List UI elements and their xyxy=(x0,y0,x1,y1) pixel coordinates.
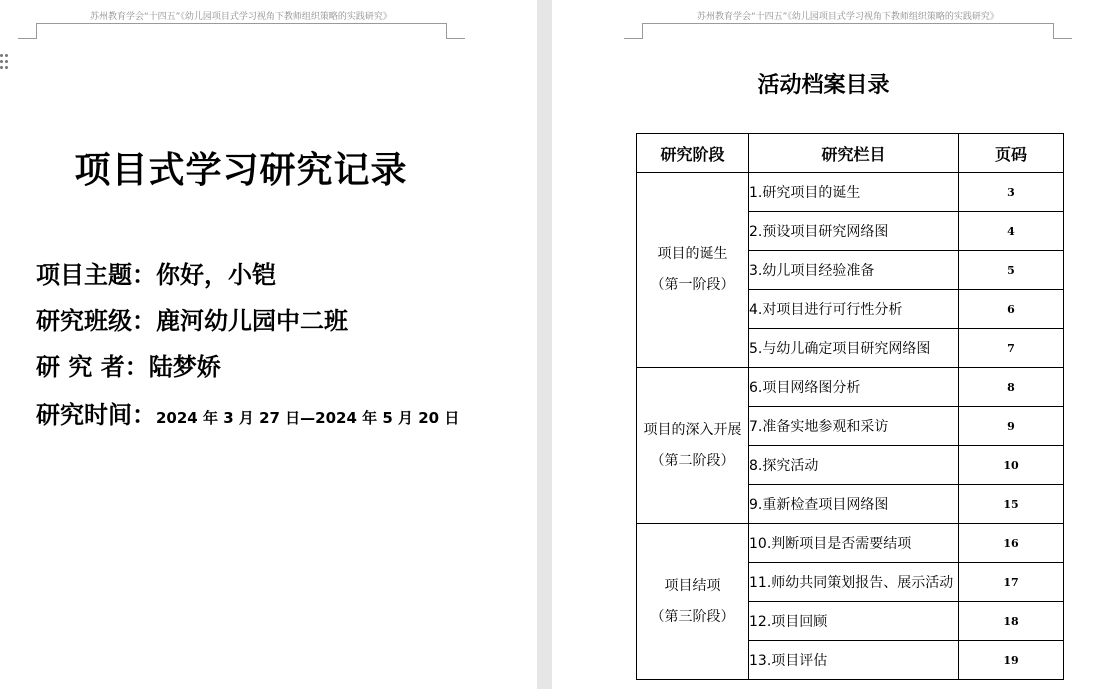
column-header-stage: 研究阶段 xyxy=(637,134,749,173)
toc-item: 6.项目网络图分析 xyxy=(749,368,959,407)
toc-page xyxy=(552,0,1095,689)
page-header: 苏州教育学会“十四五”《幼儿园项目式学习视角下教师组织策略的实践研究》 xyxy=(697,12,999,22)
stage-phase: （第一阶段） xyxy=(650,277,735,293)
researcher xyxy=(36,347,221,382)
cover-page xyxy=(0,0,537,689)
field-value: 2024 年 3 月 27 日—2024 年 5 月 20 日 xyxy=(156,409,460,427)
toc-item: 5.与幼儿确定项目研究网络图 xyxy=(749,329,959,368)
toc-page-number: 17 xyxy=(959,563,1064,602)
toc-item: 12.项目回顾 xyxy=(749,602,959,641)
toc-item: 13.项目评估 xyxy=(749,641,959,680)
toc-page-number: 9 xyxy=(959,407,1064,446)
margin-mark-left-v xyxy=(36,23,37,39)
toc-item: 4.对项目进行可行性分析 xyxy=(749,290,959,329)
field-value: 陆梦娇 xyxy=(148,353,221,381)
toc-item: 8.探究活动 xyxy=(749,446,959,485)
toc-item: 10.判断项目是否需要结项 xyxy=(749,524,959,563)
toc-page-number: 15 xyxy=(959,485,1064,524)
margin-mark-left xyxy=(18,38,37,39)
stage-cell xyxy=(637,173,749,368)
margin-mark-right-v xyxy=(1053,23,1054,39)
field-value: 鹿河幼儿园中二班 xyxy=(156,307,348,335)
stage-cell xyxy=(637,524,749,680)
column-header-page: 页码 xyxy=(959,134,1064,173)
field-label: 研 究 者： xyxy=(36,353,149,381)
field-value: 你好，小铠 xyxy=(156,261,276,289)
table-row xyxy=(637,368,1064,407)
toc-item: 9.重新检查项目网络图 xyxy=(749,485,959,524)
stage-name: 项目结项 xyxy=(664,577,721,594)
toc-page-number: 8 xyxy=(959,368,1064,407)
toc-page-number: 7 xyxy=(959,329,1064,368)
toc-page-number: 5 xyxy=(959,251,1064,290)
field-label: 项目主题： xyxy=(36,261,156,289)
stage-phase: （第三阶段） xyxy=(650,608,735,625)
toc-item: 3.幼儿项目经验准备 xyxy=(749,251,959,290)
stage-name: 项目的诞生 xyxy=(657,246,728,262)
margin-mark-left-v xyxy=(642,23,643,39)
toc-page-number: 4 xyxy=(959,212,1064,251)
toc-item: 2.预设项目研究网络图 xyxy=(749,212,959,251)
header-rule xyxy=(642,23,1054,24)
margin-mark-right xyxy=(446,38,465,39)
toc-table xyxy=(636,133,1064,680)
drag-handle-icon[interactable] xyxy=(0,54,10,72)
toc-page-number: 19 xyxy=(959,641,1064,680)
research-class xyxy=(36,301,348,336)
stage-name: 项目的深入开展 xyxy=(643,421,742,438)
research-time xyxy=(36,395,459,430)
margin-mark-right xyxy=(1053,38,1072,39)
toc-item: 1.研究项目的诞生 xyxy=(749,173,959,212)
margin-mark-left xyxy=(624,38,643,39)
toc-item: 11.师幼共同策划报告、展示活动 xyxy=(749,563,959,602)
field-label: 研究时间： xyxy=(36,401,156,429)
field-label: 研究班级： xyxy=(36,307,156,335)
toc-page-number: 18 xyxy=(959,602,1064,641)
margin-mark-right-v xyxy=(446,23,447,39)
header-rule xyxy=(36,23,446,24)
column-header-section: 研究栏目 xyxy=(749,134,959,173)
document-title: 项目式学习研究记录 xyxy=(74,150,408,191)
stage-phase: （第二阶段） xyxy=(650,452,735,469)
toc-item: 7.准备实地参观和采访 xyxy=(749,407,959,446)
toc-page-number: 16 xyxy=(959,524,1064,563)
page-header: 苏州教育学会“十四五”《幼儿园项目式学习视角下教师组织策略的实践研究》 xyxy=(90,12,392,22)
table-row xyxy=(637,173,1064,212)
project-topic xyxy=(36,255,276,290)
toc-page-number: 10 xyxy=(959,446,1064,485)
stage-cell xyxy=(637,368,749,524)
table-row xyxy=(637,524,1064,563)
table-header-row xyxy=(637,134,1064,173)
toc-page-number: 6 xyxy=(959,290,1064,329)
toc-page-number: 3 xyxy=(959,173,1064,212)
toc-title: 活动档案目录 xyxy=(757,72,890,98)
